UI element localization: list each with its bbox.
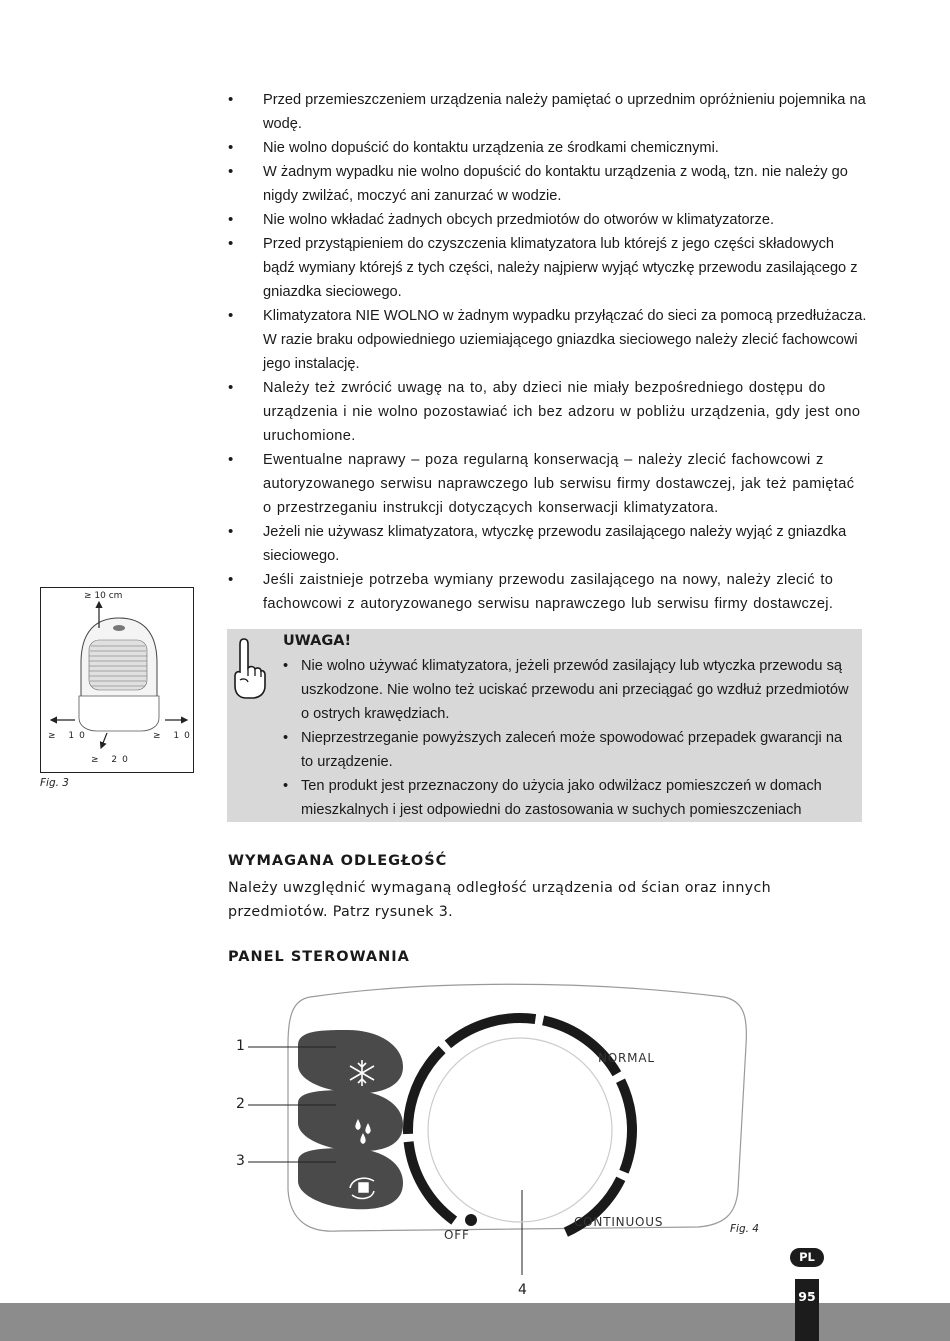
control-panel-heading: PANEL STEROWANIA: [228, 949, 410, 965]
callout-4: 4: [518, 1282, 527, 1298]
safety-bullet-list: [228, 88, 868, 616]
bullet-item: • Jeśli zaistnieje potrzeba wymiany przewodu zasilającego na nowy, należy zlecić to fachowcowi z autoryzowanego serwisu naprawczego lub serwisu firmy dostawczej.: [228, 568, 868, 616]
dial-continuous-label: CONTINUOUS: [574, 1215, 664, 1229]
distance-heading: WYMAGANA ODLEGŁOŚĆ: [228, 853, 448, 869]
bullet-item: • Należy też zwrócić uwagę na to, aby dzieci nie miały bezpośredniego dostępu do urządzenia i nie wolno pozostawiać ich bez adzoru w pobliżu urządzenia, gdy jest ono uruchomione.: [228, 376, 868, 448]
warning-item: • Nie wolno używać klimatyzatora, jeżeli przewód zasilający lub wtyczka przewodu są uszkodzone. Nie wolno też uciskać przewodu ani przeciągać go wzdłuż przedmiotów o ostrych krawędziach.: [283, 654, 853, 726]
control-panel-diagram: [228, 975, 758, 1285]
bullet-item: • Jeżeli nie używasz klimatyzatora, wtyczkę przewodu zasilającego należy wyjąć z gniazdka sieciowego.: [228, 520, 868, 568]
dial-off-label: OFF: [444, 1228, 470, 1242]
callout-3: 3: [236, 1153, 245, 1169]
callout-1: 1: [236, 1038, 245, 1054]
mode-buttons: [298, 1030, 403, 1209]
bullet-item: • Przed przemieszczeniem urządzenia należy pamiętać o uprzednim opróżnieniu pojemnika na wodę.: [228, 88, 868, 136]
page-number: 95: [798, 1289, 816, 1304]
bullet-item: • W żadnym wypadku nie wolno dopuścić do kontaktu urządzenia z wodą, tzn. nie należy go nigdy zwilżać, moczyć ani zanurzać w wodzie.: [228, 160, 868, 208]
warning-item: • Ten produkt jest przeznaczony do użycia jako odwilżacz pomieszczeń w domach mieszkalnych i jest odpowiedni do zastosowania w suchych pomieszczeniach: [283, 774, 853, 822]
bullet-item: • Nie wolno wkładać żadnych obcych przedmiotów do otworów w klimatyzatorze.: [228, 208, 868, 232]
figure-3-caption: Fig. 3: [40, 777, 69, 789]
figure-4-caption: Fig. 4: [730, 1223, 759, 1235]
pointing-hand-icon: [230, 636, 266, 700]
distance-text: Należy uwzględnić wymaganą odległość urządzenia od ścian oraz innych przedmiotów. Patrz rysunek 3.: [228, 880, 771, 920]
bullet-item: • Ewentualne naprawy – poza regularną konserwacją – należy zlecić fachowcowi z autoryzowanego serwisu naprawczego lub serwisu firmy dostawczej, jak też pamiętać o przestrzeganiu instrukcji dotyczących konserwacji klimatyzatora.: [228, 448, 868, 520]
clearance-left-label: ≥ 10: [48, 731, 90, 741]
clearance-bottom-label: ≥ 20: [91, 755, 133, 765]
bullet-item: • Klimatyzatora NIE WOLNO w żadnym wypadku przyłączać do sieci za pomocą przedłużacza. W razie braku odpowiedniego uziemiającego gniazdka sieciowego należy zlecić fachowcowi jego instalację.: [228, 304, 868, 376]
warning-title: UWAGA!: [283, 633, 352, 649]
warning-item: • Nieprzestrzeganie powyższych zaleceń może spowodować przepadek gwarancji na to urządzenie.: [283, 726, 853, 774]
clearance-top-label: ≥ 10 cm: [84, 591, 123, 601]
callout-2: 2: [236, 1096, 245, 1112]
dial-normal-label: NORMAL: [598, 1051, 655, 1065]
bullet-item: • Nie wolno dopuścić do kontaktu urządzenia ze środkami chemicznymi.: [228, 136, 868, 160]
warning-list: [283, 654, 853, 822]
off-indicator-dot: [465, 1214, 477, 1226]
bullet-item: • Przed przystąpieniem do czyszczenia klimatyzatora lub którejś z jego części składowych bądź wymiany którejś z tych części, należy najpierw wyjąć wtyczkę przewodu zasilającego z gniazdka sieciowego.: [228, 232, 868, 304]
clearance-right-label: ≥ 10: [153, 731, 195, 741]
dehumidifier-illustration: [41, 588, 193, 772]
figure-3-clearance-diagram: [40, 587, 194, 773]
language-badge: PL: [790, 1248, 824, 1267]
